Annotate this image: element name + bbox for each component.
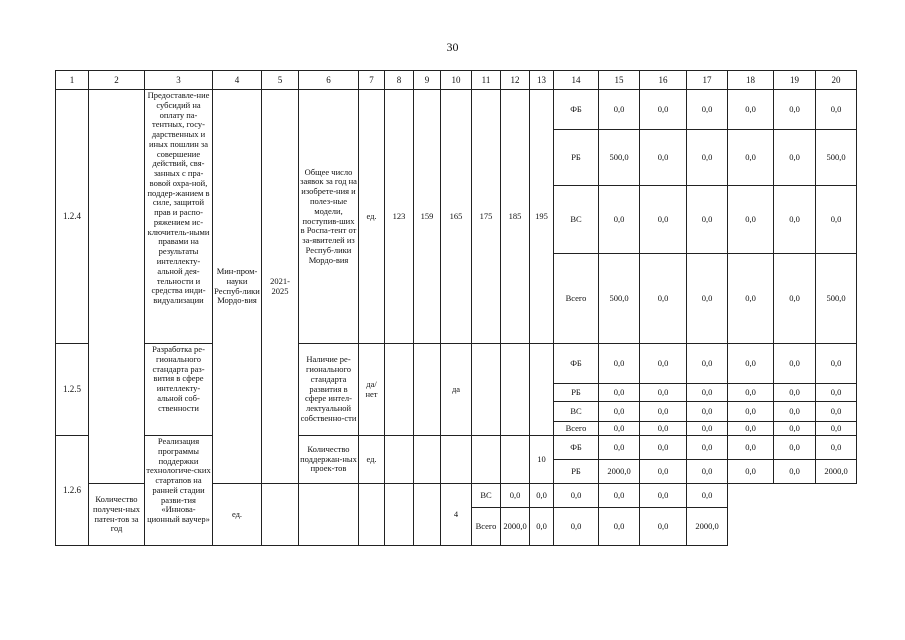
finance-value: 0,0: [816, 384, 857, 402]
finance-value: 0,0: [640, 436, 687, 460]
header-cell: 4: [213, 71, 262, 90]
finance-value: 0,0: [774, 384, 816, 402]
empty-cell: [262, 484, 299, 546]
finance-value: 0,0: [728, 186, 774, 254]
finance-value: 0,0: [599, 508, 640, 546]
item-code: 1.2.5: [56, 344, 89, 436]
finance-value: 2000,0: [501, 508, 530, 546]
finance-value: 0,0: [774, 436, 816, 460]
finance-value: 0,0: [816, 186, 857, 254]
finance-source: Всего: [554, 422, 599, 436]
finance-value: 500,0: [599, 130, 640, 186]
finance-value: 0,0: [816, 436, 857, 460]
finance-value: 0,0: [687, 460, 728, 484]
empty-cell: [299, 484, 359, 546]
finance-value: 0,0: [816, 90, 857, 130]
empty-cell: [89, 90, 145, 484]
indicator-value: 165: [441, 90, 472, 344]
finance-value: 0,0: [687, 130, 728, 186]
finance-source: ФБ: [554, 436, 599, 460]
finance-value: 0,0: [640, 130, 687, 186]
finance-value: 0,0: [554, 508, 599, 546]
header-cell: 18: [728, 71, 774, 90]
finance-value: 0,0: [530, 508, 554, 546]
finance-source: РБ: [554, 460, 599, 484]
executor: Мин-пром-науки Респуб-лики Мордо-вия: [213, 90, 262, 484]
finance-value: 0,0: [687, 344, 728, 384]
activity-description-text: Разработка ре-гионального стандарта раз-вития в сфере интеллекту-альной соб-ственности: [152, 344, 205, 413]
finance-value: 0,0: [640, 344, 687, 384]
header-cell: 2: [89, 71, 145, 90]
finance-value: 0,0: [687, 384, 728, 402]
finance-value: 500,0: [816, 254, 857, 344]
finance-value: 0,0: [599, 90, 640, 130]
header-cell: 6: [299, 71, 359, 90]
header-cell: 20: [816, 71, 857, 90]
table-row: [56, 436, 857, 460]
finance-value: 0,0: [728, 384, 774, 402]
activity-description-text: Реализация программы поддержки технологиче-ских стартапов на ранней стадии разви-тия «Иннова-ционный ваучер»: [146, 436, 211, 525]
indicator-value: да: [441, 344, 472, 436]
finance-value: 0,0: [640, 254, 687, 344]
finance-value: 0,0: [640, 384, 687, 402]
finance-value: 0,0: [816, 344, 857, 384]
finance-value: 0,0: [687, 254, 728, 344]
indicator-value: 123: [385, 90, 414, 344]
finance-value: 0,0: [774, 344, 816, 384]
finance-value: 0,0: [599, 344, 640, 384]
finance-source: ВС: [472, 484, 501, 508]
finance-value: 0,0: [599, 436, 640, 460]
indicator-value: 159: [414, 90, 441, 344]
unit: ед.: [213, 484, 262, 546]
indicator-value: 10: [530, 436, 554, 484]
finance-value: 0,0: [728, 422, 774, 436]
finance-value: 0,0: [687, 484, 728, 508]
indicator: Наличие ре-гионального стандарта развития в сфере интел-лектуальной собственно-сти: [299, 344, 359, 436]
header-cell: 14: [554, 71, 599, 90]
program-table: [55, 70, 857, 546]
finance-value: 0,0: [774, 402, 816, 422]
finance-value: 0,0: [774, 254, 816, 344]
period: 2021-2025: [262, 90, 299, 484]
unit: ед.: [359, 436, 385, 484]
finance-value: 0,0: [640, 402, 687, 422]
indicator: Количество поддержан-ных проек-тов: [299, 436, 359, 484]
indicator: Общее число заявок за год на изобрете-ния и полез-ные модели, поступив-ших в Роспа-тент от за-явителей из Респуб-лики Мордо-вия: [299, 90, 359, 344]
finance-value: 0,0: [774, 422, 816, 436]
header-cell: 13: [530, 71, 554, 90]
empty-cell: [385, 344, 414, 436]
header-cell: 1: [56, 71, 89, 90]
header-cell: 12: [501, 71, 530, 90]
finance-value: 0,0: [640, 484, 687, 508]
finance-value: 0,0: [728, 344, 774, 384]
header-cell: 8: [385, 71, 414, 90]
empty-cell: [530, 344, 554, 436]
unit: ед.: [359, 90, 385, 344]
table-row: [56, 344, 857, 384]
finance-value: 0,0: [599, 422, 640, 436]
header-cell: 17: [687, 71, 728, 90]
indicator-value: 185: [501, 90, 530, 344]
indicator: Количество получен-ных патен-тов за год: [89, 484, 145, 546]
finance-source: РБ: [554, 384, 599, 402]
finance-value: 0,0: [687, 422, 728, 436]
finance-value: 500,0: [816, 130, 857, 186]
finance-value: 0,0: [728, 436, 774, 460]
finance-value: 0,0: [640, 460, 687, 484]
finance-source: ФБ: [554, 344, 599, 384]
finance-value: 2000,0: [687, 508, 728, 546]
table-row: [56, 90, 857, 130]
finance-value: 2000,0: [599, 460, 640, 484]
activity-description: [145, 436, 213, 546]
finance-source: РБ: [554, 130, 599, 186]
finance-value: 0,0: [554, 484, 599, 508]
item-code: 1.2.4: [56, 90, 89, 344]
finance-value: 0,0: [728, 460, 774, 484]
finance-value: 0,0: [687, 90, 728, 130]
finance-value: 0,0: [640, 90, 687, 130]
indicator-value: 175: [472, 90, 501, 344]
header-cell: 9: [414, 71, 441, 90]
activity-description: [145, 344, 213, 436]
empty-cell: [414, 484, 441, 546]
empty-cell: [414, 436, 441, 484]
header-cell: 7: [359, 71, 385, 90]
empty-cell: [385, 436, 414, 484]
finance-source: Всего: [472, 508, 501, 546]
finance-value: 2000,0: [816, 460, 857, 484]
header-cell: 5: [262, 71, 299, 90]
empty-cell: [359, 484, 385, 546]
finance-source: ВС: [554, 402, 599, 422]
finance-value: 0,0: [530, 484, 554, 508]
finance-source: ФБ: [554, 90, 599, 130]
finance-source: Всего: [554, 254, 599, 344]
finance-value: 0,0: [640, 508, 687, 546]
activity-description: [145, 90, 213, 344]
indicator-value: 195: [530, 90, 554, 344]
empty-cell: [501, 344, 530, 436]
finance-value: 0,0: [599, 186, 640, 254]
header-cell: 11: [472, 71, 501, 90]
header-cell: 16: [640, 71, 687, 90]
finance-value: 0,0: [816, 422, 857, 436]
indicator-value: 4: [441, 484, 472, 546]
finance-value: 0,0: [687, 186, 728, 254]
finance-value: 0,0: [687, 436, 728, 460]
activity-description-text: Предоставле-ние субсидий на оплату па-тентных, госу-дарственных и иных пошлин за совершение действий, свя-занных с пра-вовой охра-ной, поддер-жанием в силе, защитой прав и распо-ряжением ис-ключитель-ными правами на результаты интеллекту-альной дея-тельности и средства инди-видуализации: [147, 90, 210, 306]
finance-value: 0,0: [728, 130, 774, 186]
finance-value: 0,0: [728, 402, 774, 422]
empty-cell: [501, 436, 530, 484]
page-number: 30: [446, 40, 459, 54]
empty-cell: [385, 484, 414, 546]
finance-value: 0,0: [728, 254, 774, 344]
item-code: 1.2.6: [56, 436, 89, 546]
finance-value: 0,0: [816, 402, 857, 422]
empty-cell: [414, 344, 441, 436]
finance-value: 500,0: [599, 254, 640, 344]
header-cell: 10: [441, 71, 472, 90]
finance-value: 0,0: [774, 460, 816, 484]
empty-cell: [472, 344, 501, 436]
empty-cell: [472, 436, 501, 484]
finance-value: 0,0: [774, 130, 816, 186]
finance-value: 0,0: [728, 90, 774, 130]
finance-source: ВС: [554, 186, 599, 254]
header-cell: 3: [145, 71, 213, 90]
finance-value: 0,0: [640, 422, 687, 436]
finance-value: 0,0: [774, 186, 816, 254]
finance-value: 0,0: [640, 186, 687, 254]
finance-value: 0,0: [687, 402, 728, 422]
finance-value: 0,0: [599, 384, 640, 402]
finance-value: 0,0: [501, 484, 530, 508]
finance-value: 0,0: [599, 402, 640, 422]
header-cell: 19: [774, 71, 816, 90]
finance-value: 0,0: [599, 484, 640, 508]
unit: да/ нет: [359, 344, 385, 436]
header-row: [56, 71, 857, 90]
finance-value: 0,0: [774, 90, 816, 130]
header-cell: 15: [599, 71, 640, 90]
empty-cell: [441, 436, 472, 484]
